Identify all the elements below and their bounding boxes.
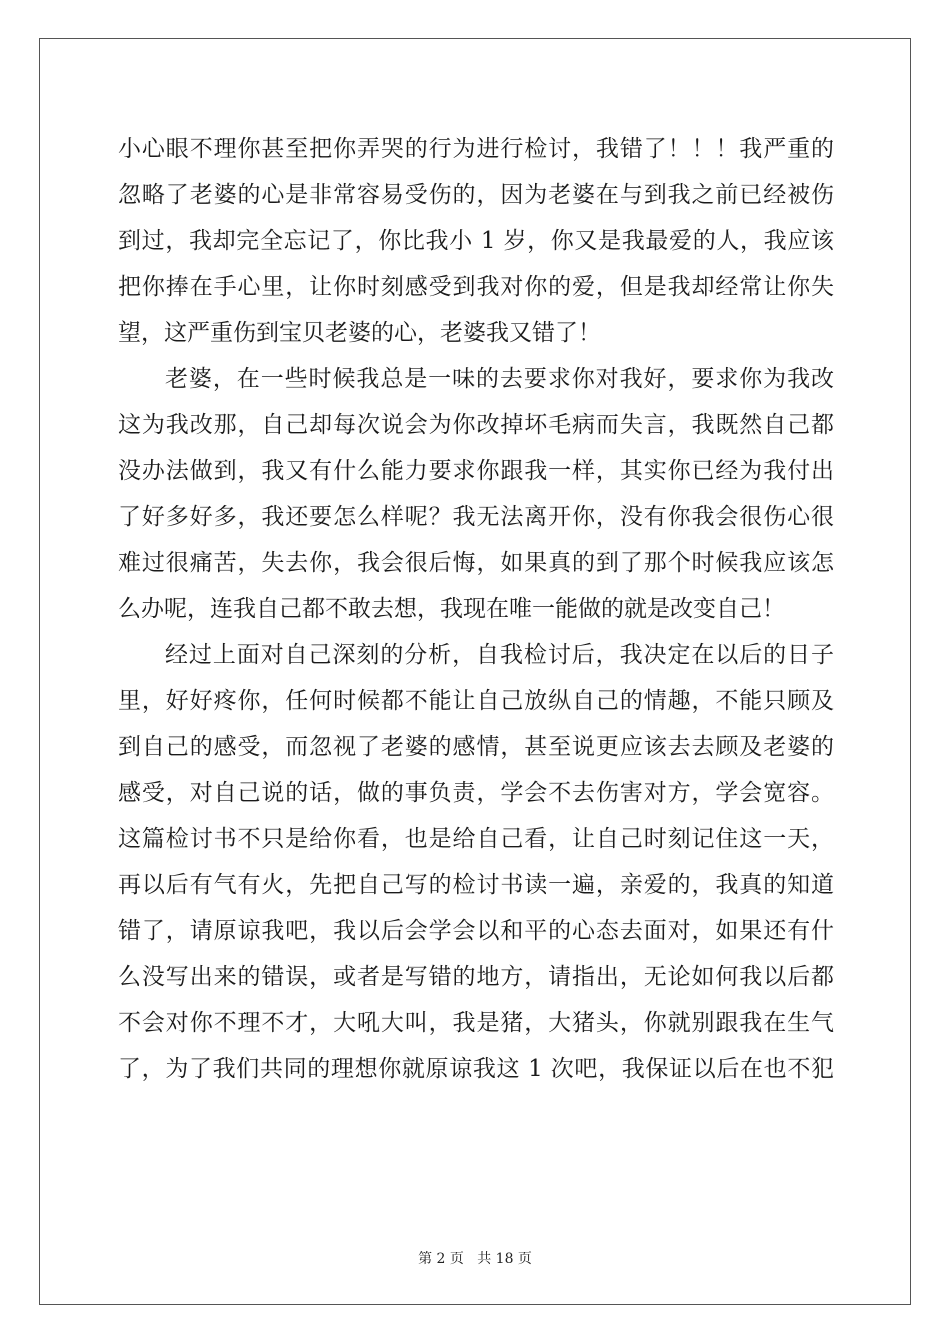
text-line: 这篇检讨书不只是给你看，也是给自己看，让自己时刻记住这一天， xyxy=(118,826,834,852)
text-line: 难过很痛苦，失去你，我会很后悔，如果真的到了那个时候我应该怎 xyxy=(118,550,834,576)
text-line: 再以后有气有火，先把自己写的检讨书读一遍，亲爱的，我真的知道 xyxy=(118,872,834,898)
text-line: 错了，请原谅我吧，我以后会学会以和平的心态去面对，如果还有什 xyxy=(118,918,834,944)
text-line: 忽略了老婆的心是非常容易受伤的，因为老婆在与到我之前已经被伤 xyxy=(118,182,834,208)
paragraph-end-line: 么办呢，连我自己都不敢去想，我现在唯一能做的就是改变自己！ xyxy=(118,596,785,622)
text-line: 了，为了我们共同的理想你就原谅我这 1 次吧，我保证以后在也不犯 xyxy=(118,1056,834,1082)
text-line: 到过，我却完全忘记了，你比我小 1 岁，你又是我最爱的人，我应该 xyxy=(118,228,834,254)
text-line: 小心眼不理你甚至把你弄哭的行为进行检讨，我错了！！！我严重的 xyxy=(118,136,834,162)
paragraph-start-line: 老婆，在一些时候我总是一味的去要求你对我好，要求你为我改 xyxy=(165,366,834,392)
paragraph-end-line: 望，这严重伤到宝贝老婆的心，老婆我又错了！ xyxy=(118,320,601,346)
text-line: 里，好好疼你，任何时候都不能让自己放纵自己的情趣，不能只顾及 xyxy=(118,688,834,714)
paragraph-start-line: 经过上面对自己深刻的分析，自我检讨后，我决定在以后的日子 xyxy=(165,642,834,668)
text-line: 感受，对自己说的话，做的事负责，学会不去伤害对方，学会宽容。 xyxy=(118,780,834,806)
text-line: 了好多好多，我还要怎么样呢？我无法离开你，没有你我会很伤心很 xyxy=(118,504,834,530)
text-line: 么没写出来的错误，或者是写错的地方，请指出，无论如何我以后都 xyxy=(118,964,834,990)
document-body xyxy=(118,126,834,1092)
text-line: 这为我改那，自己却每次说会为你改掉坏毛病而失言，我既然自己都 xyxy=(118,412,834,438)
page-number: 第 2 页 共 18 页 xyxy=(418,1251,532,1267)
text-line: 不会对你不理不才，大吼大叫，我是猪，大猪头，你就别跟我在生气 xyxy=(118,1010,834,1036)
text-line: 没办法做到，我又有什么能力要求你跟我一样，其实你已经为我付出 xyxy=(118,458,834,484)
text-line: 把你捧在手心里，让你时刻感受到我对你的爱，但是我却经常让你失 xyxy=(118,274,834,300)
text-line: 到自己的感受，而忽视了老婆的感情，甚至说更应该去去顾及老婆的 xyxy=(118,734,834,760)
